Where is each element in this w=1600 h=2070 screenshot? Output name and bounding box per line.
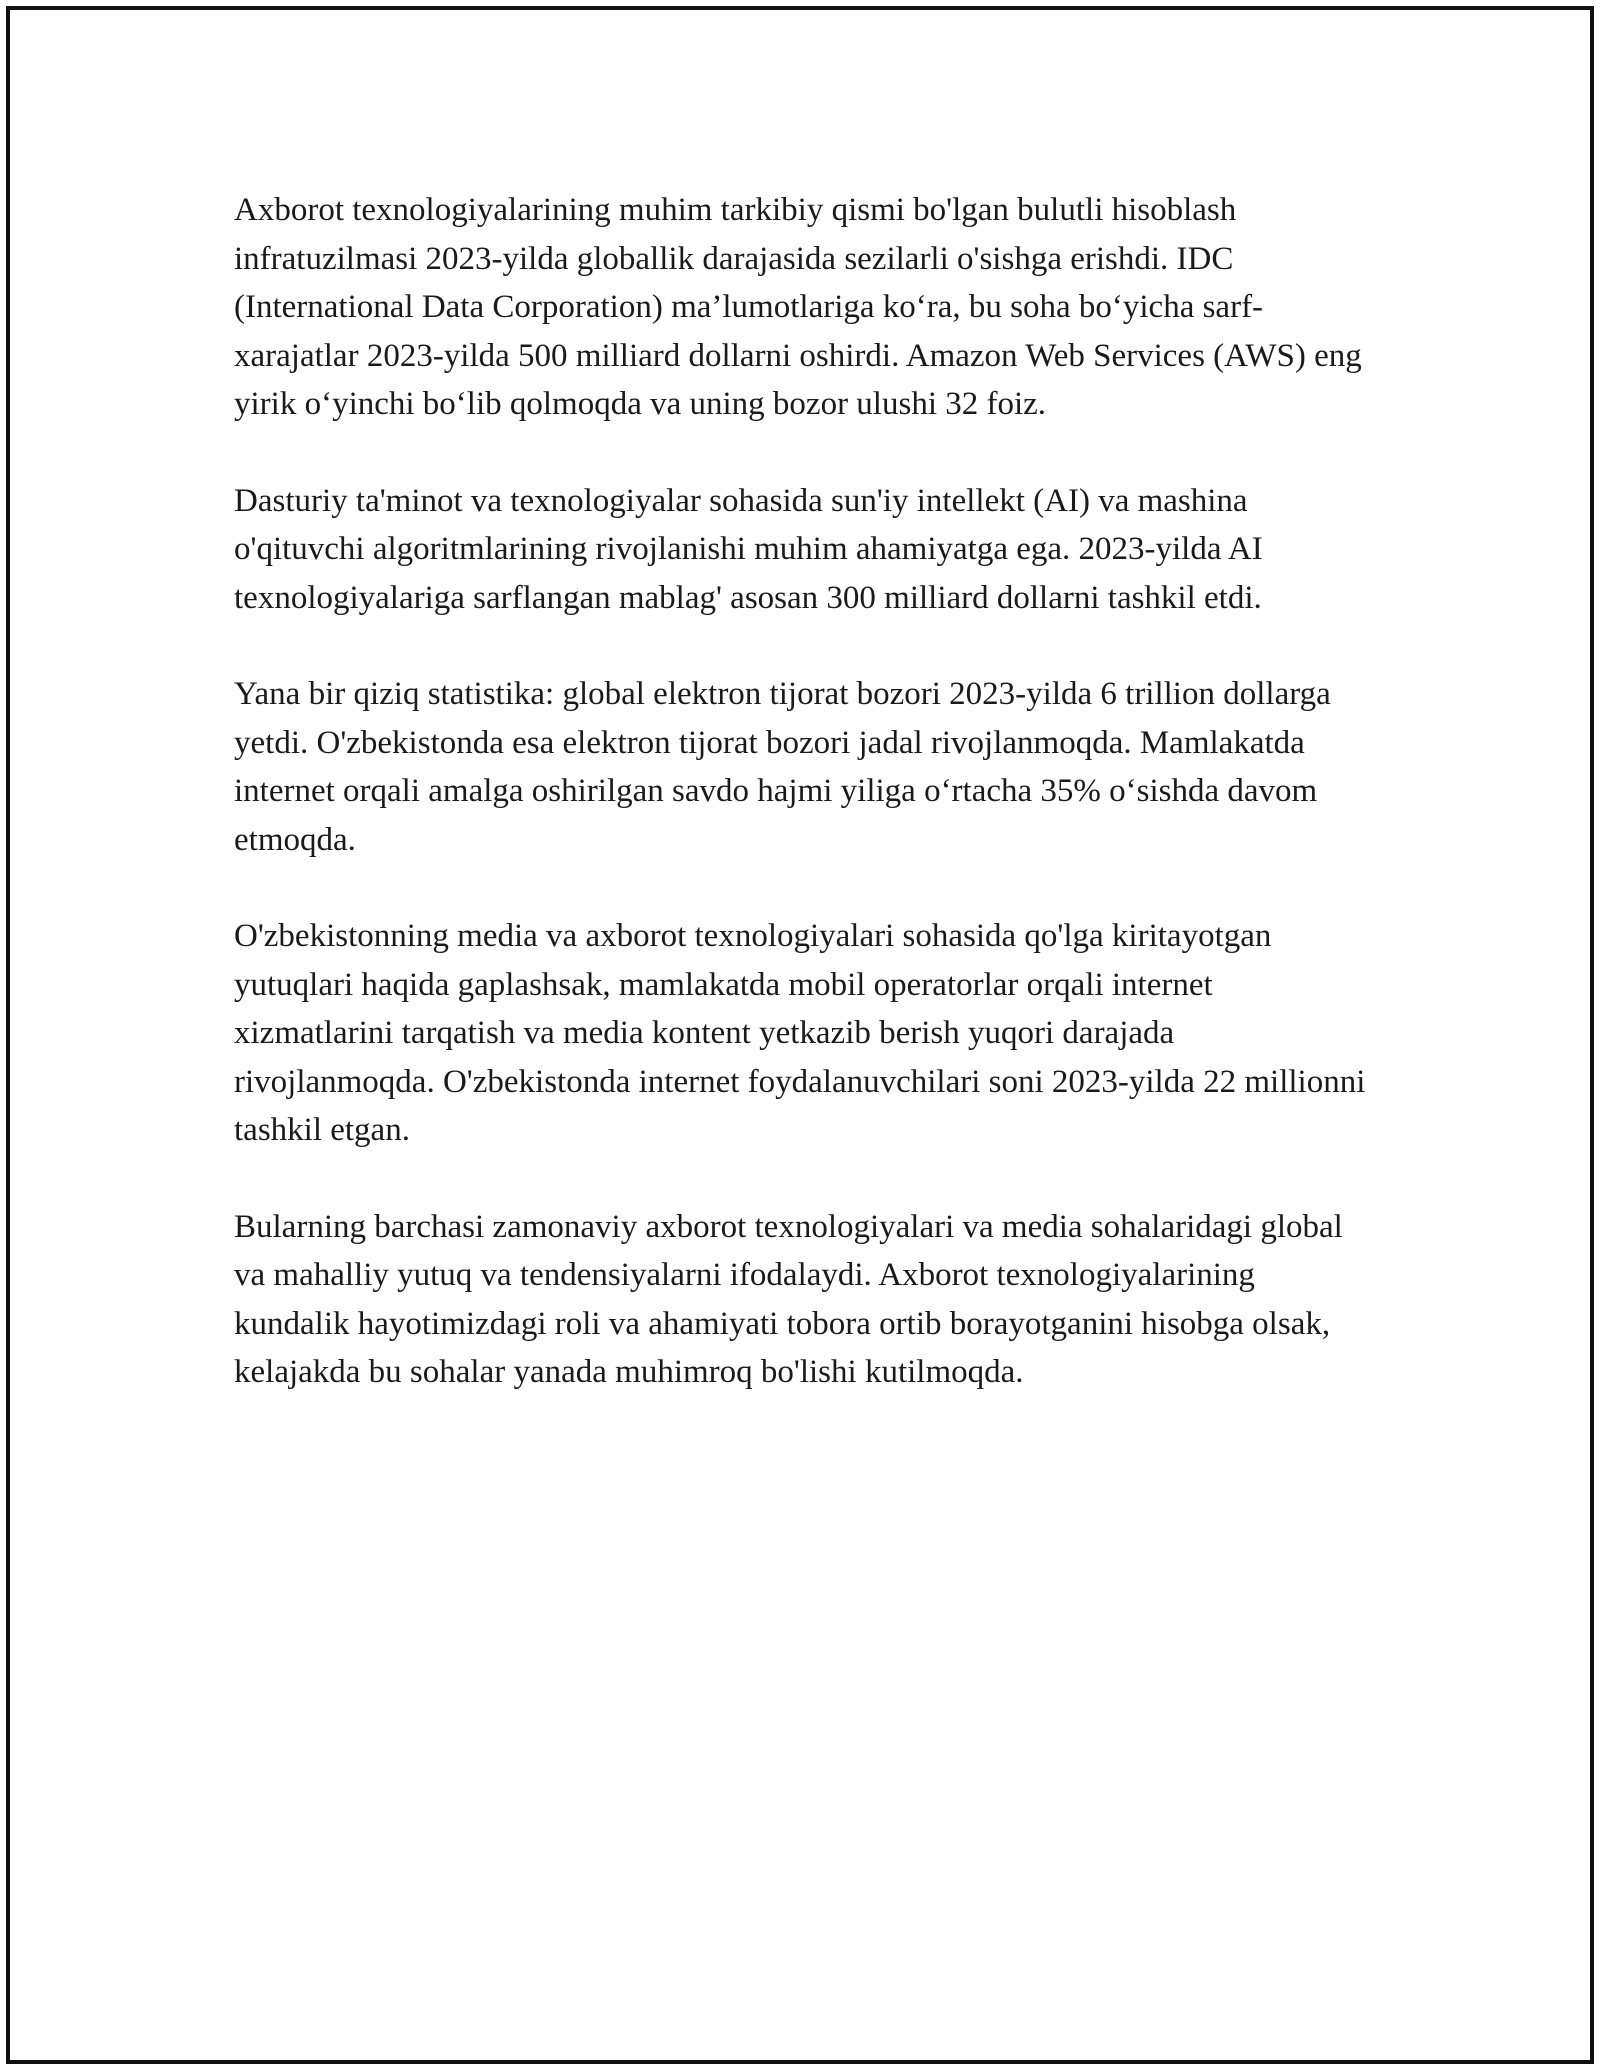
document-body bbox=[234, 186, 1374, 1445]
paragraph-uzbekistan-media: O'zbekistonning media va axborot texnologiyalari sohasida qo'lga kiritayotgan yutuqlari haqida gaplashsak, mamlakatda mobil operatorlar orqali internet xizmatlarini tarqatish va media kontent yetkazib berish yuqori darajada rivojlanmoqda. O'zbekistonda internet foydalanuvchilari soni 2023-yilda 22 millionni tashkil etgan. bbox=[234, 918, 1366, 1148]
paragraph-ecommerce: Yana bir qiziq statistika: global elektron tijorat bozori 2023-yilda 6 trillion dollarga yetdi. O'zbekistonda esa elektron tijorat bozori jadal rivojlanmoqda. Mamlakatda internet orqali amalga oshirilgan savdo hajmi yiliga o‘rtacha 35% o‘sishda davom etmoqda. bbox=[234, 676, 1331, 858]
paragraph-conclusion: Bularning barchasi zamonaviy axborot texnologiyalari va media sohalaridagi global va mahalliy yutuq va tendensiyalarni ifodalaydi. Axborot texnologiyalarining kundalik hayotimizdagi roli va ahamiyati tobora ortib borayotganini hisobga olsak, kelajakda bu sohalar yanada muhimroq bo'lishi kutilmoqda. bbox=[234, 1208, 1343, 1390]
paragraph-cloud-computing: Axborot texnologiyalarining muhim tarkibiy qismi bo'lgan bulutli hisoblash infratuzilmasi 2023-yilda globallik darajasida sezilarli o'sishga erishdi. IDC (International Data Corporation) ma’lumotlariga ko‘ra, bu soha bo‘yicha sarf-xarajatlar 2023-yilda 500 milliard dollarni oshirdi. Amazon Web Services (AWS) eng yirik o‘yinchi bo‘lib qolmoqda va uning bozor ulushi 32 foiz. bbox=[234, 192, 1362, 422]
paragraph-ai-investment: Dasturiy ta'minot va texnologiyalar sohasida sun'iy intellekt (AI) va mashina o'qituvchi algoritmlarining rivojlanishi muhim ahamiyatga ega. 2023-yilda AI texnologiyalariga sarflangan mablag' asosan 300 milliard dollarni tashkil etdi. bbox=[234, 482, 1263, 616]
